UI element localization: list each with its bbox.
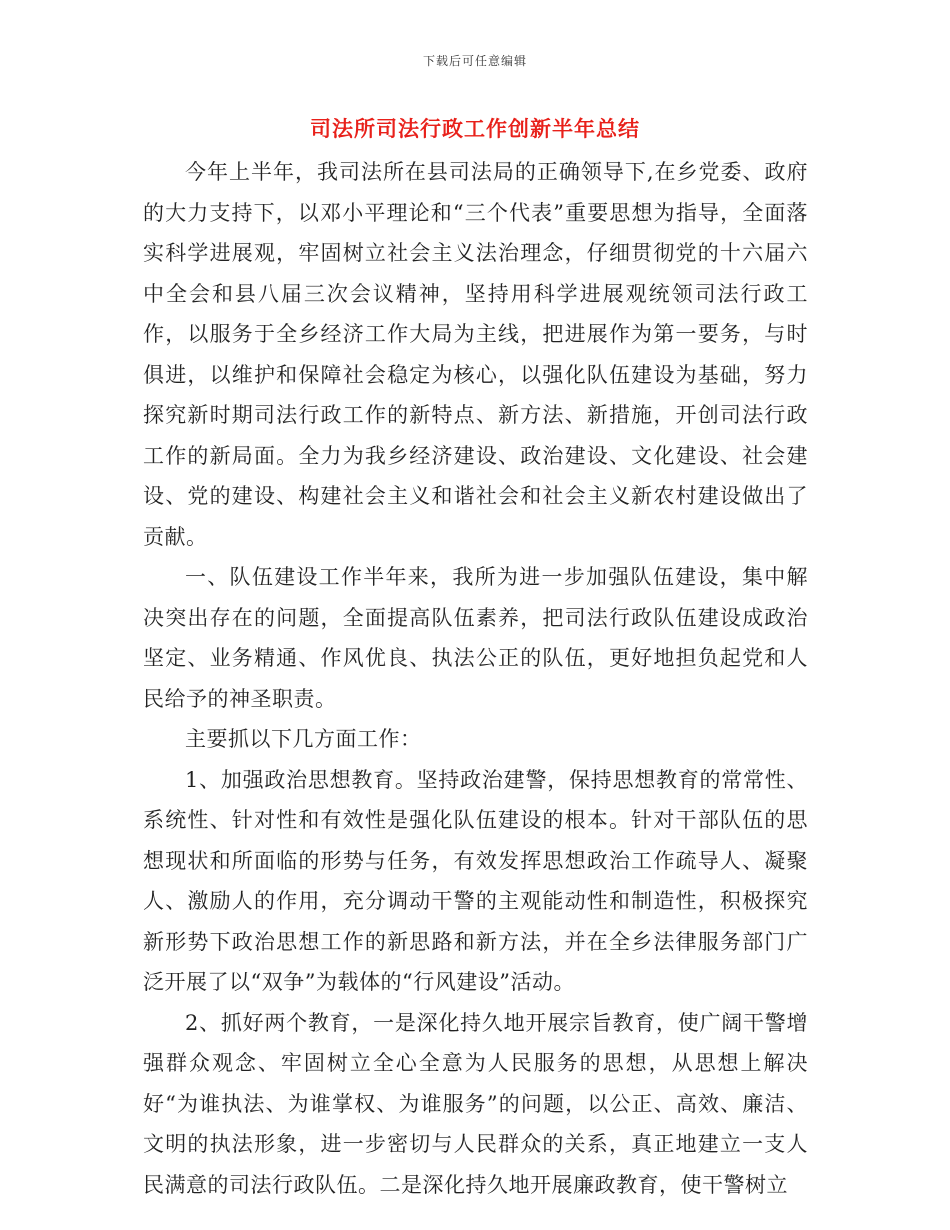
- paragraph-item-2: 2、抓好两个教育，一是深化持久地开展宗旨教育，使广阔干警增强群众观念、牢固树立全心全意为人民服务的思想，从思想上解决好“为谁执法、为谁掌权、为谁服务”的问题，以公正、高效、廉洁、文明的执法形象，进一步密切与人民群众的关系，真正地建立一支人民满意的司法行政队伍。二是深化持久地开展廉政教育，使干警树立: [143, 1010, 808, 1197]
- paragraph-item-1: 1、加强政治思想教育。坚持政治建警，保持思想教育的常常性、系统性、针对性和有效性是强化队伍建设的根本。针对干部队伍的思想现状和所面临的形势与任务，有效发挥思想政治工作疏导人、凝聚人、激励人的作用，充分调动干警的主观能动性和制造性，积极探究新形势下政治思想工作的新思路和新方法，并在全乡法律服务部门广泛开展了以“双争”为载体的“行风建设”活动。: [143, 767, 808, 994]
- paragraph-section-1: 一、队伍建设工作半年来，我所为进一步加强队伍建设，集中解决突出存在的问题，全面提高队伍素养，把司法行政队伍建设成政治坚定、业务精通、作风优良、执法公正的队伍，更好地担负起党和人民给予的神圣职责。: [143, 565, 808, 711]
- document-title: 司法所司法行政工作创新半年总结: [310, 116, 640, 141]
- document-body: [143, 152, 808, 1205]
- header-note: 下载后可任意编辑: [422, 54, 527, 68]
- paragraph-intro: 今年上半年，我司法所在县司法局的正确领导下,在乡党委、政府的大力支持下，以邓小平理论和“三个代表”重要思想为指导，全面落实科学进展观，牢固树立社会主义法治理念，仔细贯彻党的十六届六中全会和县八届三次会议精神，坚持用科学进展观统领司法行政工作，以服务于全乡经济工作大局为主线，把进展作为第一要务，与时俱进，以维护和保障社会稳定为核心，以强化队伍建设为基础，努力探究新时期司法行政工作的新特点、新方法、新措施，开创司法行政工作的新局面。全力为我乡经济建设、政治建设、文化建设、社会建设、党的建设、构建社会主义和谐社会和社会主义新农村建设做出了贡献。: [143, 160, 808, 549]
- paragraph-main-tasks: 主要抓以下几方面工作：: [185, 727, 422, 751]
